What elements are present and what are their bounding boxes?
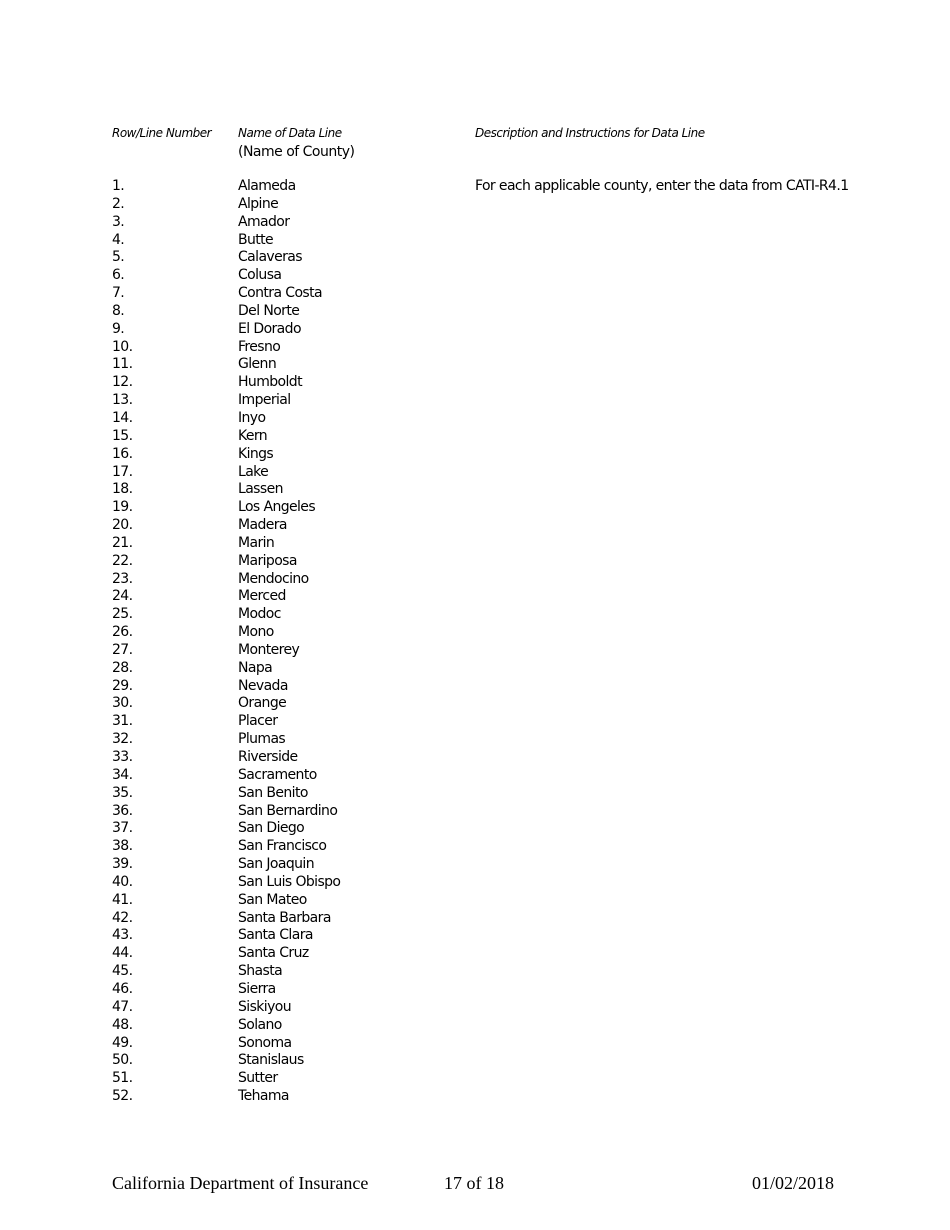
table-row: [0, 446, 950, 464]
row-line-number: 34.: [112, 766, 133, 783]
table-row: [0, 303, 950, 321]
table-row: [0, 803, 950, 821]
row-line-number: 39.: [112, 856, 133, 873]
table-row: [0, 892, 950, 910]
row-line-number: 51.: [112, 1070, 133, 1087]
row-line-number: 11.: [112, 356, 133, 373]
county-list: [0, 178, 950, 1106]
table-row: [0, 731, 950, 749]
row-line-number: 18.: [112, 481, 133, 498]
table-row: [0, 1017, 950, 1035]
column-header-row-line-number: Row/Line Number: [112, 126, 212, 140]
county-name: Santa Clara: [238, 927, 313, 944]
row-line-number: 20.: [112, 517, 133, 534]
table-row: [0, 535, 950, 553]
row-line-number: 52.: [112, 1088, 133, 1105]
table-row: [0, 339, 950, 357]
footer-date: 01/02/2018: [752, 1173, 835, 1193]
table-row: [0, 945, 950, 963]
row-line-number: 29.: [112, 677, 133, 694]
table-row: [0, 214, 950, 232]
county-name: El Dorado: [238, 320, 301, 337]
table-row: [0, 767, 950, 785]
county-name: Siskiyou: [238, 998, 291, 1015]
row-line-number: 3.: [112, 213, 125, 230]
table-row: [0, 874, 950, 892]
county-name: Colusa: [238, 267, 282, 284]
row-line-number: 4.: [112, 231, 125, 248]
footer-page-number: 17 of 18: [444, 1173, 504, 1193]
county-name: Alpine: [238, 195, 279, 212]
row-line-number: 37.: [112, 820, 133, 837]
county-name: San Francisco: [238, 838, 327, 855]
table-row: [0, 910, 950, 928]
table-row: [0, 606, 950, 624]
row-line-number: 2.: [112, 195, 125, 212]
column-header-description: Description and Instructions for Data Line: [475, 126, 705, 140]
table-row: [0, 838, 950, 856]
row-line-number: 15.: [112, 427, 133, 444]
row-line-number: 47.: [112, 998, 133, 1015]
county-name: San Diego: [238, 820, 305, 837]
row-line-number: 35.: [112, 784, 133, 801]
column-subheader-name-of-county: (Name of County): [238, 144, 355, 160]
row-line-number: 24.: [112, 588, 133, 605]
county-name: Shasta: [238, 963, 283, 980]
county-name: Sierra: [238, 980, 276, 997]
row-line-number: 44.: [112, 945, 133, 962]
table-row: [0, 410, 950, 428]
county-name: Madera: [238, 517, 287, 534]
row-line-number: 46.: [112, 980, 133, 997]
row-line-number: 12.: [112, 374, 133, 391]
row-line-number: 41.: [112, 891, 133, 908]
county-name: Lake: [238, 463, 269, 480]
county-name: Amador: [238, 213, 290, 230]
county-name: Kern: [238, 427, 268, 444]
table-row: [0, 588, 950, 606]
row-line-number: 48.: [112, 1016, 133, 1033]
county-name: Inyo: [238, 409, 266, 426]
row-line-number: 22.: [112, 552, 133, 569]
row-line-number: 27.: [112, 641, 133, 658]
row-line-number: 7.: [112, 285, 125, 302]
description-text: For each applicable county, enter the data from CATI-R4.1: [475, 178, 849, 194]
county-name: Riverside: [238, 749, 298, 765]
county-name: Sacramento: [238, 766, 317, 783]
table-row: [0, 249, 950, 267]
county-name: Merced: [238, 588, 286, 605]
row-line-number: 50.: [112, 1052, 133, 1069]
row-line-number: 21.: [112, 534, 133, 551]
county-name: Kings: [238, 445, 274, 462]
table-row: [0, 981, 950, 999]
county-name: Orange: [238, 695, 287, 712]
row-line-number: 40.: [112, 873, 133, 890]
row-line-number: 8.: [112, 302, 125, 319]
row-line-number: 31.: [112, 713, 133, 730]
table-row: [0, 785, 950, 803]
table-row: [0, 481, 950, 499]
county-name: Fresno: [238, 338, 281, 355]
table-row: [0, 856, 950, 874]
county-name: Marin: [238, 534, 275, 551]
county-name: Sonoma: [238, 1034, 292, 1051]
row-line-number: 25.: [112, 606, 133, 623]
table-row: [0, 267, 950, 285]
county-name: San Mateo: [238, 891, 307, 908]
county-name: Mendocino: [238, 570, 309, 587]
county-name: Los Angeles: [238, 499, 316, 516]
row-line-number: 28.: [112, 659, 133, 676]
row-line-number: 5.: [112, 249, 125, 266]
county-name: Nevada: [238, 677, 288, 694]
county-name: Del Norte: [238, 302, 300, 319]
row-line-number: 36.: [112, 802, 133, 819]
county-name: Placer: [238, 713, 278, 730]
row-line-number: 17.: [112, 463, 133, 480]
table-row: [0, 196, 950, 214]
county-name: Santa Cruz: [238, 945, 309, 962]
table-row: [0, 749, 950, 767]
table-row: [0, 678, 950, 696]
row-line-number: 1.: [112, 178, 125, 194]
table-row: [0, 553, 950, 571]
county-name: San Bernardino: [238, 802, 338, 819]
county-name: Lassen: [238, 481, 283, 498]
county-name: Monterey: [238, 641, 300, 658]
county-name: Plumas: [238, 731, 286, 748]
county-name: Santa Barbara: [238, 909, 331, 926]
county-name: Alameda: [238, 178, 296, 194]
county-name: San Luis Obispo: [238, 873, 341, 890]
table-row: [0, 517, 950, 535]
row-line-number: 26.: [112, 624, 133, 641]
table-row: [0, 428, 950, 446]
row-line-number: 42.: [112, 909, 133, 926]
row-line-number: 49.: [112, 1034, 133, 1051]
table-row: [0, 999, 950, 1017]
table-row: [0, 1052, 950, 1070]
table-row: [0, 392, 950, 410]
row-line-number: 38.: [112, 838, 133, 855]
county-name: Contra Costa: [238, 285, 322, 302]
county-name: Glenn: [238, 356, 277, 373]
table-row: [0, 1088, 950, 1106]
table-row: [0, 624, 950, 642]
table-row: [0, 285, 950, 303]
table-row: [0, 963, 950, 981]
table-row: [0, 695, 950, 713]
county-name: Humboldt: [238, 374, 302, 391]
row-line-number: 19.: [112, 499, 133, 516]
column-header-name-of-data-line: Name of Data Line: [238, 126, 342, 140]
row-line-number: 10.: [112, 338, 133, 355]
row-line-number: 13.: [112, 392, 133, 409]
county-name: Solano: [238, 1016, 282, 1033]
table-row: [0, 713, 950, 731]
county-name: Calaveras: [238, 249, 302, 266]
county-name: Stanislaus: [238, 1052, 304, 1069]
table-row: [0, 1035, 950, 1053]
table-row: [0, 321, 950, 339]
table-row: [0, 927, 950, 945]
table-row: [0, 571, 950, 589]
county-name: Mono: [238, 624, 274, 641]
table-row: [0, 464, 950, 482]
county-name: Modoc: [238, 606, 281, 623]
table-row: [0, 232, 950, 250]
row-line-number: 30.: [112, 695, 133, 712]
row-line-number: 14.: [112, 409, 133, 426]
county-name: Sutter: [238, 1070, 278, 1087]
row-line-number: 9.: [112, 320, 125, 337]
table-row: [0, 660, 950, 678]
row-line-number: 33.: [112, 749, 133, 765]
row-line-number: 16.: [112, 445, 133, 462]
row-line-number: 43.: [112, 927, 133, 944]
table-row: [0, 820, 950, 838]
footer-organization: California Department of Insurance: [112, 1173, 369, 1193]
table-row: [0, 499, 950, 517]
county-name: Tehama: [238, 1088, 289, 1105]
county-name: Napa: [238, 659, 273, 676]
county-name: San Joaquin: [238, 856, 314, 873]
row-line-number: 45.: [112, 963, 133, 980]
table-row: [0, 356, 950, 374]
row-line-number: 6.: [112, 267, 125, 284]
table-row: [0, 1070, 950, 1088]
county-name: Mariposa: [238, 552, 297, 569]
table-row: [0, 642, 950, 660]
county-name: Butte: [238, 231, 274, 248]
row-line-number: 32.: [112, 731, 133, 748]
row-line-number: 23.: [112, 570, 133, 587]
table-row: [0, 374, 950, 392]
county-name: San Benito: [238, 784, 308, 801]
county-name: Imperial: [238, 392, 291, 409]
